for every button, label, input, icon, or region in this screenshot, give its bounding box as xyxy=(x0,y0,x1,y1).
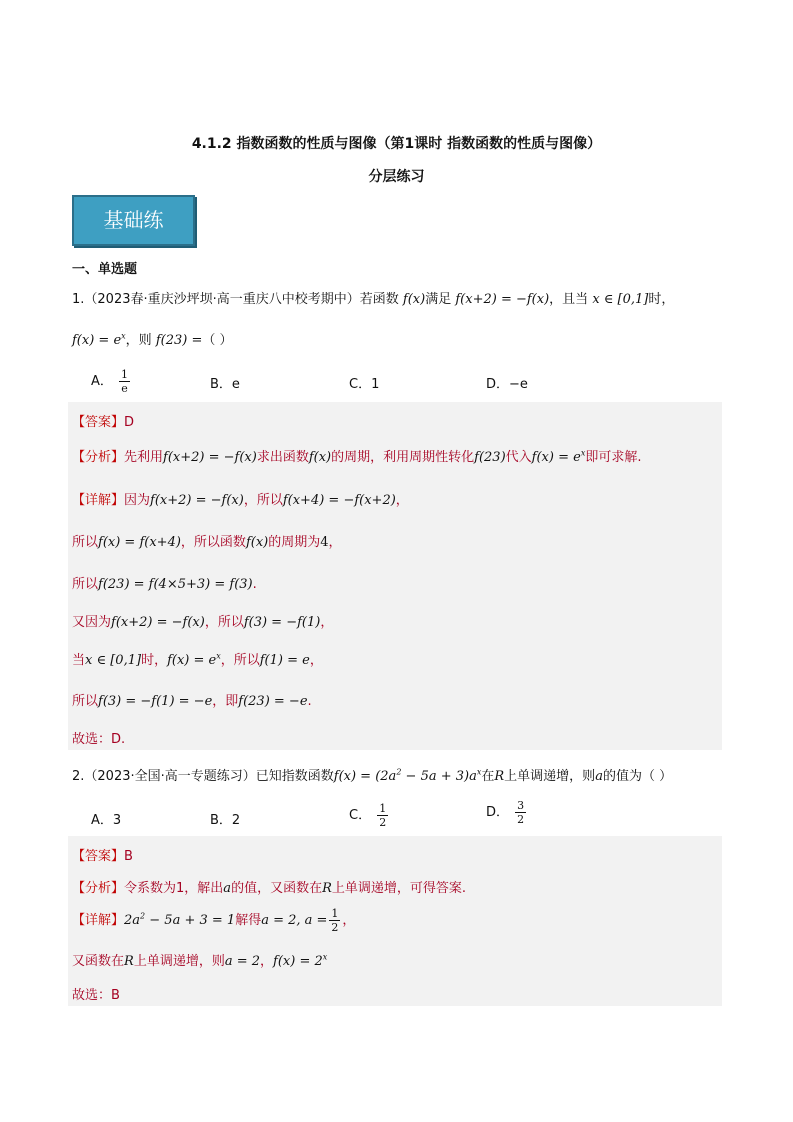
analysis-text: 代入 xyxy=(505,450,532,465)
q2-text: 在 xyxy=(481,769,495,784)
q2-detail-formula: a = 2, a = xyxy=(261,913,328,928)
step-text: 又因为 xyxy=(72,615,112,630)
q1-formula-exp: $f(x) = e^x$ xyxy=(72,331,126,348)
q1-source: （2023春·重庆沙坪坝·高一重庆八中校考期中）若函数 xyxy=(84,292,399,307)
step-text: ， xyxy=(260,954,274,969)
q1-text: （ ） xyxy=(202,333,233,348)
step-formula: $f(x) = e^x$ xyxy=(167,651,221,668)
answer-value: D xyxy=(124,415,135,430)
q1-choose: 故选：D. xyxy=(72,732,126,747)
step-formula: f(x) xyxy=(245,535,269,550)
step-formula: f(3) = −f(1) xyxy=(243,615,321,630)
analysis-text: 求出函数 xyxy=(256,450,309,465)
q1-step-1 xyxy=(72,531,342,550)
q1-step-2 xyxy=(72,573,257,592)
q2-text: 上单调递增，则 xyxy=(504,769,596,784)
q2-detail xyxy=(72,907,355,934)
analysis-label: 【分析】 xyxy=(72,450,125,465)
q1-text: 时， xyxy=(648,292,675,307)
q2-option-c xyxy=(349,802,390,829)
step-text: ，即 xyxy=(212,694,239,709)
step-formula: x ∈ [0,1] xyxy=(85,653,142,668)
q2-option-d xyxy=(486,799,528,826)
q1-analysis-formula: f(x) xyxy=(308,450,332,465)
level-badge: 基础练 xyxy=(72,195,195,246)
q1-analysis-formula: $f(x) = e^x$ xyxy=(531,448,586,465)
step-text: ，所以 xyxy=(220,653,260,668)
q1-formula-relation: f(x+2) = −f(x) xyxy=(455,292,550,307)
q2-text: 的值为（ ） xyxy=(602,769,673,784)
q2-detail-fraction: $\frac{1}{2}$ xyxy=(331,907,339,934)
step-text: . xyxy=(252,577,257,592)
step-formula: f(x+2) = −f(x) xyxy=(111,615,205,630)
q2-number: 2. xyxy=(72,769,85,784)
q1-detail-formula: f(x+2) = −f(x) xyxy=(150,493,244,508)
step-text: ， xyxy=(309,653,323,668)
step-formula: f(1) = e xyxy=(259,653,310,668)
q2-option-d-fraction: $\frac{3}{2}$ xyxy=(517,799,525,826)
q2-detail-formula: $2a^2 - 5a + 3 = 1$ xyxy=(124,911,236,928)
analysis-text: 即可求解. xyxy=(585,450,642,465)
q1-answer xyxy=(72,411,134,430)
step-text: ， xyxy=(328,535,342,550)
q2-option-a: A．3 xyxy=(91,813,122,828)
q2-formula-r: R xyxy=(494,769,505,784)
q2-source: （2023·全国·高一专题练习）已知指数函数 xyxy=(84,769,334,784)
q1-text: ，则 xyxy=(125,333,152,348)
q1-step-5 xyxy=(72,690,312,709)
analysis-text: 先利用 xyxy=(124,450,164,465)
q1-option-a xyxy=(91,368,132,395)
step-formula: a = 2 xyxy=(224,954,261,969)
q2-analysis-formula: a xyxy=(223,881,232,896)
document-title: 4.1.2 指数函数的性质与图像（第1课时 指数函数的性质与图像） xyxy=(191,136,602,152)
step-text: 所以 xyxy=(72,577,99,592)
answer-label: 【答案】 xyxy=(72,415,125,430)
q1-text: ，且当 xyxy=(549,292,589,307)
analysis-text: 的周期，利用周期性转化 xyxy=(331,450,475,465)
step-text: . xyxy=(307,694,312,709)
step-formula: R xyxy=(124,954,134,969)
q1-option-c: C．1 xyxy=(349,377,380,392)
step-text: 当 xyxy=(72,653,86,668)
q2-choose: 故选：B xyxy=(72,988,120,1003)
detail-label: 【详解】 xyxy=(72,493,125,508)
q2-answer xyxy=(72,845,133,864)
step-formula: f(23) = −e xyxy=(238,694,308,709)
q2-option-d-label: D． xyxy=(486,805,510,820)
q1-analysis-formula: f(x+2) = −f(x) xyxy=(163,450,257,465)
step-text: ，所以函数 xyxy=(180,535,246,550)
q1-detail-formula: f(x+4) = −f(x+2) xyxy=(282,493,396,508)
step-formula: f(x) = f(x+4) xyxy=(98,535,181,550)
analysis-text: 上单调递增，可得答案. xyxy=(331,881,467,896)
detail-text: 因为 xyxy=(124,493,151,508)
step-formula: $f(x) = 2^x$ xyxy=(273,952,328,969)
q1-formula-f23: f(23) = xyxy=(155,333,203,348)
q2-option-c-fraction: $\frac{1}{2}$ xyxy=(379,802,387,829)
q1-formula-domain: x ∈ [0,1] xyxy=(592,292,649,307)
analysis-text: 的值，又函数在 xyxy=(231,881,323,896)
detail-text: ， xyxy=(395,493,409,508)
q1-option-a-fraction: $\frac{1}{e}$ xyxy=(121,368,129,395)
step-text: 又函数在 xyxy=(72,954,125,969)
q1-formula-fx: f(x) xyxy=(402,292,426,307)
detail-text: ， xyxy=(342,913,356,928)
q1-text: 满足 xyxy=(425,292,452,307)
step-formula: f(23) = f(4×5+3) = f(3) xyxy=(98,577,253,592)
answer-label: 【答案】 xyxy=(72,849,125,864)
q1-analysis xyxy=(72,446,641,465)
step-text: 所以 xyxy=(72,694,99,709)
detail-label: 【详解】 xyxy=(72,913,125,928)
q1-option-a-label: A． xyxy=(91,374,113,389)
q1-option-b: B．e xyxy=(210,377,240,392)
q2-option-b: B．2 xyxy=(210,813,241,828)
q2-step-1 xyxy=(72,950,327,969)
document-subtitle: 分层练习 xyxy=(368,169,425,185)
q1-analysis-formula: f(23) xyxy=(474,450,506,465)
step-text: 的周期为 xyxy=(268,535,321,550)
step-text: 上单调递增，则 xyxy=(133,954,225,969)
q1-stem-line2 xyxy=(72,329,232,348)
analysis-label: 【分析】 xyxy=(72,881,125,896)
q1-option-d: D．−e xyxy=(486,377,528,392)
q2-formula-a: a xyxy=(595,769,603,784)
q2-option-c-label: C． xyxy=(349,808,372,823)
q1-step-3 xyxy=(72,611,333,630)
step-text: 所以 xyxy=(72,535,99,550)
section-heading: 一、单选题 xyxy=(72,262,138,277)
step-text: ， xyxy=(320,615,334,630)
q1-stem xyxy=(72,288,674,307)
detail-text: ，所以 xyxy=(243,493,283,508)
detail-text: 解得 xyxy=(235,913,262,928)
q2-analysis xyxy=(72,877,466,896)
analysis-text: 令系数为1，解出 xyxy=(124,881,224,896)
q1-number: 1. xyxy=(72,292,85,307)
q2-stem xyxy=(72,765,672,784)
q2-analysis-formula: R xyxy=(322,881,332,896)
answer-value: B xyxy=(124,849,133,864)
q1-detail xyxy=(72,489,409,508)
q1-step-4 xyxy=(72,649,323,668)
step-text: 时， xyxy=(141,653,168,668)
step-text: ，所以 xyxy=(204,615,244,630)
step-number: 4 xyxy=(320,535,329,550)
q2-formula: $f(x) = (2a^2 - 5a + 3)a^x$ xyxy=(333,767,482,784)
step-formula: f(3) = −f(1) = −e xyxy=(98,694,213,709)
